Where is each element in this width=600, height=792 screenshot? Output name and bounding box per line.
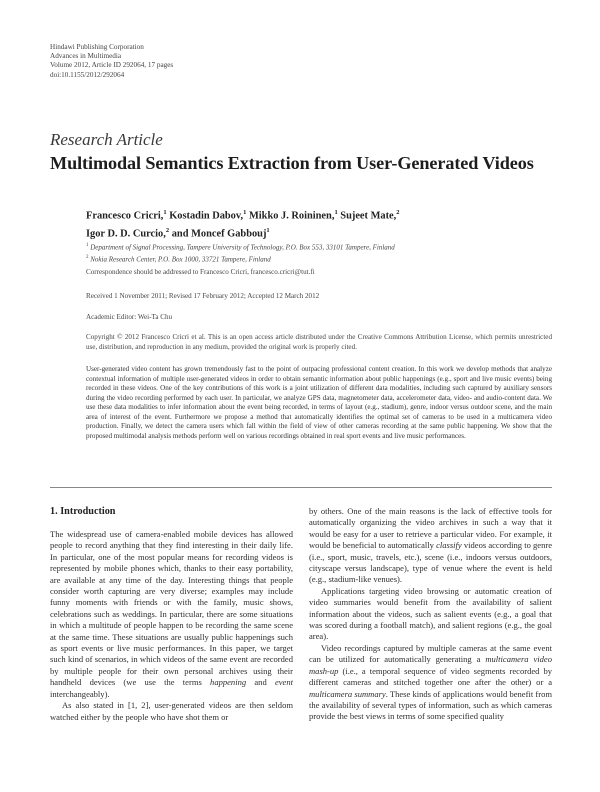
- affiliation-number: 1: [86, 243, 89, 248]
- journal-header: [50, 43, 173, 80]
- right-column: [309, 506, 552, 723]
- paragraph: by others. One of the main reasons is the lack of effective tools for automatically organizing the video archives in such a way that it would be easy for a user to retrieve a particular video. For example, it would be beneficial to automatically classify videos according to genre (i.e., sport, music, travels, etc.), scene (i.e., indoors versus outdoors, cityscape versus landscape), type of venue where the event is held (e.g., stadium-like venues).: [309, 506, 552, 585]
- affiliation-mark: 1: [243, 209, 247, 216]
- affiliation-item: [86, 253, 556, 265]
- author-list: [86, 205, 556, 242]
- article-type: Research Article: [50, 130, 163, 149]
- affiliation-item: [86, 241, 556, 253]
- term-happening: happening: [210, 677, 247, 688]
- author-name: and Moncef Gabbouj: [171, 228, 267, 240]
- affiliation-number: 2: [86, 254, 89, 260]
- term-summary: multicamera summary: [309, 688, 386, 699]
- affiliation-mark: 1: [334, 209, 338, 216]
- article-dates: Received 1 November 2011; Revised 17 February 2012; Accepted 12 March 2012: [86, 292, 320, 300]
- section-heading: 1. Introduction: [50, 506, 116, 517]
- publisher-name: Hindawi Publishing Corporation: [50, 43, 144, 51]
- paragraph: Video recordings captured by multiple cameras at the same event can be utilized for automatically generating a multicamera video mash-up (i.e., a temporal sequence of video segments recorded by different cameras and stitched together one after the other) or a multicamera summary. These kinds of applications would benefit from the availability of several types of information, such as which cameras provide the best views in terms of some specified quality: [309, 642, 552, 722]
- correspondence: Correspondence should be addressed to Francesco Cricri, francesco.cricri@tut.fi: [86, 268, 315, 276]
- journal-name: Advances in Multimedia: [50, 52, 122, 61]
- volume-line: Volume 2012, Article ID 292064, 17 pages: [50, 61, 174, 70]
- abstract: User-generated video content has grown tremendously fast to the point of outpacing professional content creation. In this work we develop methods that analyze contextual information of multiple user-generated videos in order to obtain semantic information about public happenings (e.g., sport and live music events) being recorded in these videos. One of the key contributions of this work is a joint utilization of different data modalities, including such captured by auxiliary sensors during the video recording performed by each user. In particular, we analyze GPS data, magnetometer data, accelerometer data, video- and audio-content data. We use these data modalities to infer information about the event being recorded, in terms of layout (e.g., stadium), genre, indoor versus outdoor scene, and the main area of interest of the event. Furthermore we propose a method that automatically identifies the optimal set of cameras to be used in a multicamera video production. Finally, we detect the camera users which fall within the field of view of other cameras recording at the same public happening. We show that the proposed multimodal analysis methods perform well on various recordings obtained in real sport events and live music performances.: [86, 365, 552, 440]
- affiliation-text: Nokia Research Center, P.O. Box 1000, 33721 Tampere, Finland: [90, 255, 271, 264]
- affiliation-mark: 2: [165, 227, 170, 235]
- left-column: [50, 529, 293, 723]
- author-name: Kostadin Dabov,: [169, 210, 244, 222]
- author-name: Sujeet Mate,: [340, 210, 397, 222]
- paragraph: As also stated in [1, 2], user-generated videos are then seldom watched either by the people who have shot them or: [50, 700, 293, 722]
- author-name: Mikko J. Roininen,: [248, 210, 335, 222]
- academic-editor: Academic Editor: Wei-Ta Chu: [86, 313, 173, 321]
- term-classify: classify: [436, 540, 462, 551]
- doi: doi:10.1155/2012/292064: [50, 70, 125, 79]
- affiliation-mark: 2: [396, 209, 400, 216]
- affiliation-mark: 1: [266, 227, 270, 235]
- section-divider: [50, 487, 552, 488]
- term-event: event: [274, 677, 293, 688]
- article-title: Multimodal Semantics Extraction from User-Generated Videos: [50, 153, 534, 173]
- affiliations: [86, 241, 556, 265]
- affiliation-mark: 1: [163, 209, 167, 216]
- paragraph: Applications targeting video browsing or automatic creation of video summaries would benefit from the availability of salient information about the videos, such as salient events (e.g., a goal that was scored during a football match), and salient regions (e.g., the goal area).: [309, 585, 552, 642]
- author-name: Igor D. D. Curcio,: [86, 228, 166, 240]
- copyright-notice: Copyright © 2012 Francesco Cricri et al. This is an open access article distributed under the Creative Commons Attribution License, which permits unrestricted use, distribution, and reproduction in any medium, provided the original work is properly cited.: [86, 333, 552, 351]
- author-name: Francesco Cricri,: [86, 210, 164, 222]
- paragraph: The widespread use of camera-enabled mobile devices has allowed people to record anything that they find interesting in their daily life. In particular, one of the most popular means for recording videos is represented by mobile phones which, thanks to their easy portability, are available at any time of the day. Interesting things that people consider worth capturing are very diverse; examples may include funny moments with friends or with the family, music shows, celebrations such as weddings. In particular, there are some situations in which a multitude of people happen to be recording the same scene at the same time. These situations are usually public happenings such as sport events or live music performances. In this paper, we target such kind of scenarios, in which videos of the same event are recorded by multiple people for their own personal archives using their handheld devices (we use the terms happening and event interchangeably).: [50, 529, 293, 699]
- term-mashup: multicamera video mash-up: [309, 654, 552, 676]
- affiliation-text: Department of Signal Processing, Tampere University of Technology, P.O. Box 553, 33101 Tampere, Finland: [90, 243, 395, 252]
